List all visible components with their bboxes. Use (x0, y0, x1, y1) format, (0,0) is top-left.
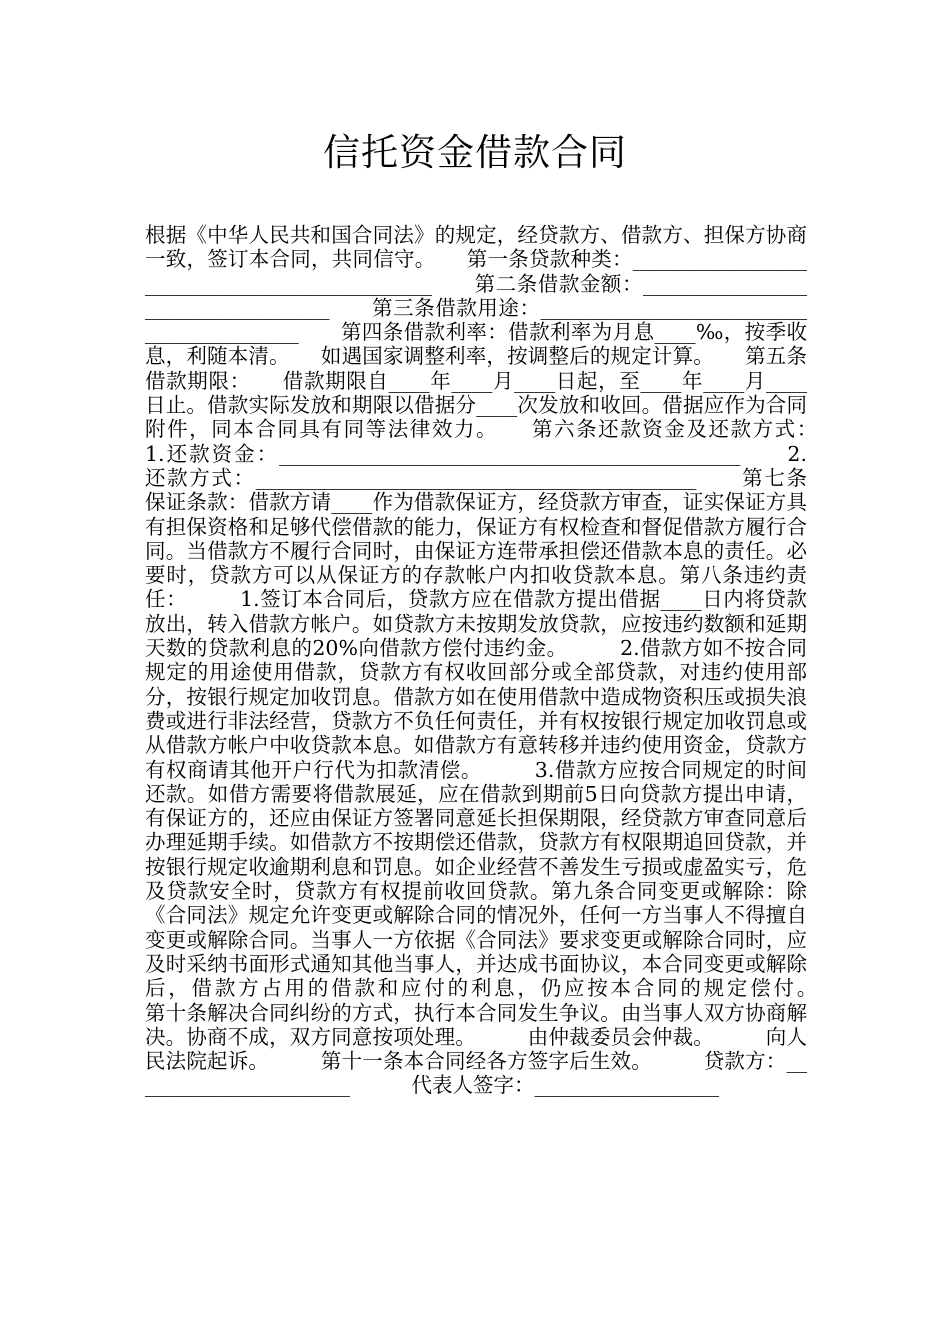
contract-text: 根据《中华人民共和国合同法》的规定，经贷款方、借款方、担保方协商一致，签订本合同，共同信守。 第一条贷款种类：_____________________________________________ 第二条借款金额：__________________________________ 第三条借款用途：_________________________________________ 第四条借款利率：借款利率为月息____‰，按季收息，利随本清。 如遇国家调整利率，按调整后的规定计算。 第五条借款期限： 借款期限自____年____月____日起，至____年____月____日止。借款实际发放和期限以借据分____次发放和收回。借据应作为合同附件，同本合同具有同等法律效力。 第六条还款资金及还款方式： 1.还款资金：_____________________________________________ 2.还款方式：___________________________________________ 第七条保证条款：借款方请____作为借款保证方，经贷款方审查，证实保证方具有担保资格和足够代偿借款的能力，保证方有权检查和督促借款方履行合同。当借款方不履行合同时，由保证方连带承担偿还借款本息的责任。必要时，贷款方可以从保证方的存款帐户内扣收贷款本息。第八条违约责任： 1.签订本合同后，贷款方应在借款方提出借据____日内将贷款放出，转入借款方帐户。如贷款方未按期发放贷款，应按违约数额和延期天数的贷款利息的20%向借款方偿付违约金。 2.借款方如不按合同规定的用途使用借款，贷款方有权收回部分或全部贷款，对违约使用部分，按银行规定加收罚息。借款方如在使用借款中造成物资积压或损失浪费或进行非法经营，贷款方不负任何责任，并有权按银行规定加收罚息或从借款方帐户中收贷款本息。如借款方有意转移并违约使用资金，贷款方有权商请其他开户行代为扣款清偿。 3.借款方应按合同规定的时间还款。如借方需要将借款展延，应在借款到期前5日向贷款方提出申请，有保证方的，还应由保证方签署同意延长担保期限，经贷款方审查同意后办理延期手续。如借款方不按期偿还借款，贷款方有权限期追回贷款，并按银行规定收逾期利息和罚息。如企业经营不善发生亏损或虚盈实亏，危及贷款安全时，贷款方有权提前收回贷款。第九条合同变更或解除：除《合同法》规定允许变更或解除合同的情况外，任何一方当事人不得擅自变更或解除合同。当事人一方依据《合同法》要求变更或解除合同时，应及时采纳书面形式通知其他当事人，并达成书面协议，本合同变更或解除后，借款方占用的借款和应付的利息，仍应按本合同的规定偿付。 第十条解决合同纠纷的方式，执行本合同发生争议。由当事人双方协商解决。协商不成，双方同意按项处理。 由仲裁委员会仲裁。 向人民法院起诉。 第十一条本合同经各方签字后生效。 贷款方：______________________ 代表人签字：__________________ (145, 223, 869, 1098)
contract-body (145, 223, 869, 1098)
document-title: 信托资金借款合同 (323, 131, 627, 174)
